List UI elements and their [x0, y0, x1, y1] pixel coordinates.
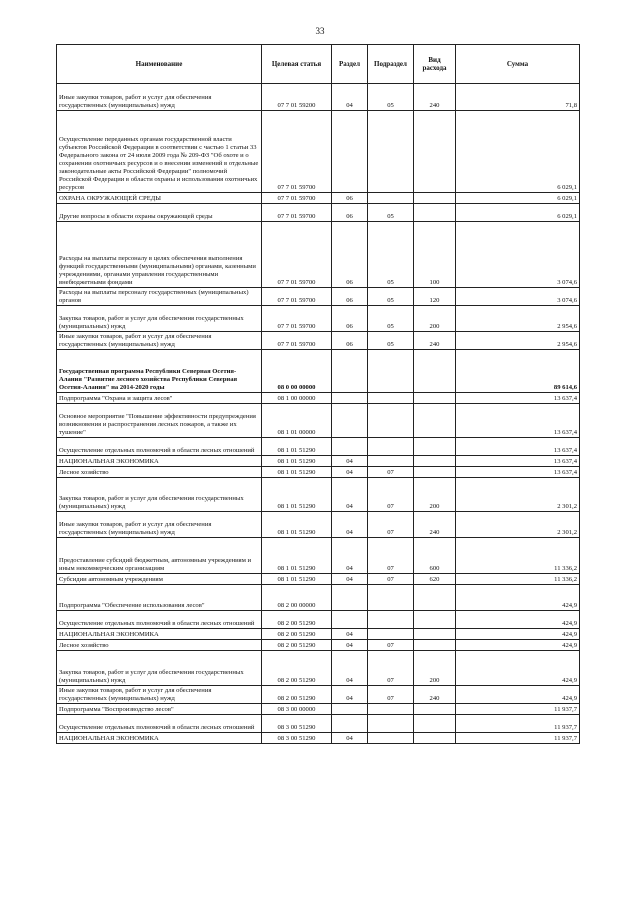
row-section: 04	[332, 478, 368, 512]
row-name: Осуществление отдельных полномочий в области лесных отношений	[57, 611, 262, 629]
row-subsection: 05	[368, 332, 414, 350]
row-name: Другие вопросы в области охраны окружающей среды	[57, 204, 262, 222]
row-section: 04	[332, 574, 368, 585]
row-target-code: 08 3 00 00000	[262, 704, 332, 715]
row-section	[332, 585, 368, 611]
row-name: Лесное хозяйство	[57, 640, 262, 651]
row-section: 06	[332, 332, 368, 350]
header-code: Целевая статья	[262, 45, 332, 84]
table-row	[57, 306, 580, 332]
table-row	[57, 574, 580, 585]
table-row	[57, 111, 580, 193]
row-subsection	[368, 704, 414, 715]
row-amount: 13 637,4	[456, 467, 580, 478]
row-expense-type: 240	[414, 512, 456, 538]
row-subsection	[368, 733, 414, 744]
row-name: Иные закупки товаров, работ и услуг для обеспечения государственных (муниципальных) нужд	[57, 332, 262, 350]
row-section: 06	[332, 222, 368, 288]
row-amount: 424,9	[456, 629, 580, 640]
header-section: Раздел	[332, 45, 368, 84]
row-amount: 13 637,4	[456, 438, 580, 456]
table-row	[57, 640, 580, 651]
row-name: Предоставление субсидий бюджетным, автономным учреждениям и иным некоммерческим организациям	[57, 538, 262, 574]
row-amount: 11 937,7	[456, 704, 580, 715]
row-expense-type	[414, 715, 456, 733]
row-name: Иные закупки товаров, работ и услуг для обеспечения государственных (муниципальных) нужд	[57, 686, 262, 704]
budget-table	[56, 44, 580, 744]
row-target-code: 08 1 01 51290	[262, 512, 332, 538]
row-subsection: 07	[368, 478, 414, 512]
row-subsection: 07	[368, 467, 414, 478]
row-amount: 89 614,6	[456, 350, 580, 393]
row-expense-type	[414, 111, 456, 193]
row-target-code: 07 7 01 59700	[262, 204, 332, 222]
row-section: 06	[332, 306, 368, 332]
table-row	[57, 733, 580, 744]
row-section: 06	[332, 288, 368, 306]
row-target-code: 08 1 00 00000	[262, 393, 332, 404]
row-target-code: 07 7 01 59700	[262, 306, 332, 332]
row-section: 06	[332, 204, 368, 222]
row-section	[332, 611, 368, 629]
row-section	[332, 438, 368, 456]
row-amount: 71,8	[456, 84, 580, 111]
header-name: Наименование	[57, 45, 262, 84]
table-row	[57, 629, 580, 640]
row-subsection: 05	[368, 306, 414, 332]
row-expense-type	[414, 640, 456, 651]
row-subsection: 07	[368, 512, 414, 538]
row-section: 04	[332, 467, 368, 478]
row-expense-type	[414, 438, 456, 456]
row-target-code: 08 2 00 51290	[262, 640, 332, 651]
row-expense-type: 240	[414, 84, 456, 111]
row-amount: 11 336,2	[456, 574, 580, 585]
row-expense-type: 200	[414, 306, 456, 332]
table-row	[57, 651, 580, 686]
row-amount: 424,9	[456, 611, 580, 629]
row-amount: 13 637,4	[456, 404, 580, 438]
table-row	[57, 350, 580, 393]
table-row	[57, 686, 580, 704]
row-target-code: 08 1 01 51290	[262, 438, 332, 456]
row-section	[332, 393, 368, 404]
row-amount: 11 937,7	[456, 733, 580, 744]
row-name: НАЦИОНАЛЬНАЯ ЭКОНОМИКА	[57, 629, 262, 640]
row-name: Государственная программа Республики Северная Осетия-Алания "Развитие лесного хозяйства Республики Северная Осетия-Алания" на 2014-2020 годы	[57, 350, 262, 393]
row-amount: 2 954,6	[456, 332, 580, 350]
table-row	[57, 715, 580, 733]
row-name: Подпрограмма "Воспроизводство лесов"	[57, 704, 262, 715]
row-subsection: 05	[368, 222, 414, 288]
row-subsection: 05	[368, 84, 414, 111]
row-name: Подпрограмма "Охрана и защита лесов"	[57, 393, 262, 404]
row-target-code: 08 3 00 51290	[262, 733, 332, 744]
page-number: 33	[315, 26, 325, 36]
row-amount: 6 029,1	[456, 193, 580, 204]
row-amount: 11 937,7	[456, 715, 580, 733]
row-target-code: 08 1 01 51290	[262, 574, 332, 585]
row-section: 04	[332, 84, 368, 111]
row-subsection: 05	[368, 204, 414, 222]
row-name: Закупка товаров, работ и услуг для обеспечения государственных (муниципальных) нужд	[57, 478, 262, 512]
row-amount: 13 637,4	[456, 393, 580, 404]
table-row	[57, 467, 580, 478]
row-name: Основное мероприятие "Повышение эффективности предупреждения возникновения и распространения лесных пожаров, а также их тушение"	[57, 404, 262, 438]
row-section: 04	[332, 512, 368, 538]
row-subsection: 05	[368, 288, 414, 306]
row-subsection	[368, 350, 414, 393]
row-target-code: 08 0 00 00000	[262, 350, 332, 393]
row-name: НАЦИОНАЛЬНАЯ ЭКОНОМИКА	[57, 733, 262, 744]
table-body	[57, 84, 580, 744]
row-amount: 3 074,6	[456, 288, 580, 306]
row-target-code: 08 3 00 51290	[262, 715, 332, 733]
row-target-code: 08 2 00 51290	[262, 629, 332, 640]
row-expense-type	[414, 404, 456, 438]
row-section: 04	[332, 651, 368, 686]
row-subsection	[368, 438, 414, 456]
row-target-code: 08 2 00 51290	[262, 611, 332, 629]
header-subsection: Подраздел	[368, 45, 414, 84]
row-expense-type	[414, 350, 456, 393]
row-subsection: 07	[368, 640, 414, 651]
table-row	[57, 478, 580, 512]
row-section	[332, 704, 368, 715]
row-subsection: 07	[368, 538, 414, 574]
row-expense-type	[414, 629, 456, 640]
row-amount: 3 074,6	[456, 222, 580, 288]
row-expense-type: 600	[414, 538, 456, 574]
header-amount: Сумма	[456, 45, 580, 84]
row-name: Осуществление переданных органам государственной власти субъектов Российской Федерации в соответствии с частью 1 статьи 33 Федерального закона от 24 июля 2009 года № 209-ФЗ "Об охоте и о сохранении охотничьих ресурсов и о внесении изменений в отдельные законодательные акты Российской Федерации" полномочий Российской Федерации в области охраны и использования охотничьих ресурсов	[57, 111, 262, 193]
row-amount: 2 301,2	[456, 478, 580, 512]
table-header	[57, 45, 580, 84]
row-name: Лесное хозяйство	[57, 467, 262, 478]
row-expense-type	[414, 733, 456, 744]
table-row	[57, 288, 580, 306]
row-subsection: 07	[368, 574, 414, 585]
row-amount: 2 954,6	[456, 306, 580, 332]
row-name: Иные закупки товаров, работ и услуг для обеспечения государственных (муниципальных) нужд	[57, 84, 262, 111]
row-amount: 6 029,1	[456, 204, 580, 222]
row-expense-type	[414, 611, 456, 629]
row-target-code: 07 7 01 59700	[262, 288, 332, 306]
row-target-code: 08 2 00 51290	[262, 686, 332, 704]
row-name: Закупка товаров, работ и услуг для обеспечения государственных (муниципальных) нужд	[57, 651, 262, 686]
row-section: 04	[332, 538, 368, 574]
row-target-code: 08 2 00 00000	[262, 585, 332, 611]
row-amount: 424,9	[456, 585, 580, 611]
row-section: 04	[332, 629, 368, 640]
table-row	[57, 204, 580, 222]
table-row	[57, 393, 580, 404]
row-expense-type	[414, 393, 456, 404]
row-expense-type: 240	[414, 332, 456, 350]
row-expense-type: 200	[414, 478, 456, 512]
header-expense-type: Вид расхода	[414, 45, 456, 84]
row-expense-type	[414, 193, 456, 204]
row-section: 04	[332, 686, 368, 704]
row-subsection	[368, 611, 414, 629]
row-amount: 424,9	[456, 640, 580, 651]
row-name: Иные закупки товаров, работ и услуг для обеспечения государственных (муниципальных) нужд	[57, 512, 262, 538]
row-name: Закупка товаров, работ и услуг для обеспечения государственных (муниципальных) нужд	[57, 306, 262, 332]
row-amount: 2 301,2	[456, 512, 580, 538]
row-expense-type	[414, 704, 456, 715]
row-expense-type	[414, 467, 456, 478]
row-expense-type: 240	[414, 686, 456, 704]
row-section: 06	[332, 193, 368, 204]
row-name: Субсидии автономным учреждениям	[57, 574, 262, 585]
row-subsection	[368, 456, 414, 467]
table-row	[57, 456, 580, 467]
table-row	[57, 404, 580, 438]
row-subsection: 07	[368, 651, 414, 686]
row-name: ОХРАНА ОКРУЖАЮЩЕЙ СРЕДЫ	[57, 193, 262, 204]
row-name: НАЦИОНАЛЬНАЯ ЭКОНОМИКА	[57, 456, 262, 467]
row-section: 04	[332, 456, 368, 467]
row-target-code: 08 1 01 51290	[262, 467, 332, 478]
row-expense-type: 120	[414, 288, 456, 306]
row-section	[332, 404, 368, 438]
row-amount: 424,9	[456, 686, 580, 704]
row-subsection	[368, 715, 414, 733]
row-expense-type	[414, 456, 456, 467]
row-name: Расходы на выплаты персоналу государственных (муниципальных) органов	[57, 288, 262, 306]
row-name: Осуществление отдельных полномочий в области лесных отношений	[57, 438, 262, 456]
row-name: Осуществление отдельных полномочий в области лесных отношений	[57, 715, 262, 733]
row-expense-type: 620	[414, 574, 456, 585]
row-name: Подпрограмма "Обеспечение использования лесов"	[57, 585, 262, 611]
row-name: Расходы на выплаты персоналу в целях обеспечения выполнения функций государственными (муниципальными) органами, казенными учреждениями, органами управления государственными внебюджетными фондами	[57, 222, 262, 288]
row-expense-type	[414, 204, 456, 222]
table-row	[57, 193, 580, 204]
row-section: 04	[332, 640, 368, 651]
row-target-code: 08 2 00 51290	[262, 651, 332, 686]
row-amount: 6 029,1	[456, 111, 580, 193]
row-target-code: 07 7 01 59700	[262, 111, 332, 193]
table-row	[57, 332, 580, 350]
row-expense-type: 200	[414, 651, 456, 686]
table-row	[57, 611, 580, 629]
row-subsection	[368, 193, 414, 204]
row-target-code: 07 7 01 59200	[262, 84, 332, 111]
table-row	[57, 512, 580, 538]
row-section: 04	[332, 733, 368, 744]
row-subsection: 07	[368, 686, 414, 704]
table-row	[57, 585, 580, 611]
table-row	[57, 538, 580, 574]
row-section	[332, 715, 368, 733]
row-subsection	[368, 629, 414, 640]
row-amount: 13 637,4	[456, 456, 580, 467]
row-amount: 424,9	[456, 651, 580, 686]
row-subsection	[368, 404, 414, 438]
row-subsection	[368, 111, 414, 193]
table-row	[57, 222, 580, 288]
row-target-code: 07 7 01 59700	[262, 193, 332, 204]
row-subsection	[368, 393, 414, 404]
row-target-code: 08 1 01 51290	[262, 478, 332, 512]
row-target-code: 07 7 01 59700	[262, 332, 332, 350]
row-section	[332, 111, 368, 193]
row-expense-type: 100	[414, 222, 456, 288]
row-target-code: 08 1 01 00000	[262, 404, 332, 438]
row-expense-type	[414, 585, 456, 611]
row-subsection	[368, 585, 414, 611]
row-target-code: 07 7 01 59700	[262, 222, 332, 288]
row-section	[332, 350, 368, 393]
row-target-code: 08 1 01 51290	[262, 538, 332, 574]
row-amount: 11 336,2	[456, 538, 580, 574]
table-row	[57, 84, 580, 111]
table-row	[57, 438, 580, 456]
row-target-code: 08 1 01 51290	[262, 456, 332, 467]
table-row	[57, 704, 580, 715]
